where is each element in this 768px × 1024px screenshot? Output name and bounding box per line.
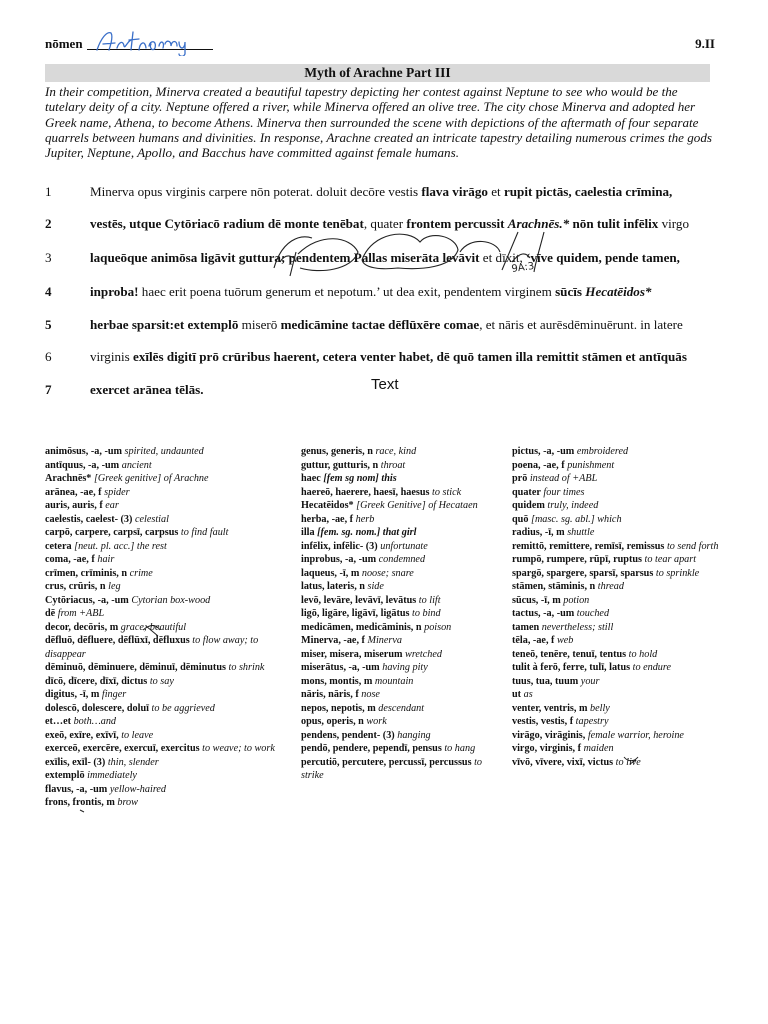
vocab-column-2 xyxy=(301,445,506,783)
vocab-definition: belly xyxy=(590,702,610,714)
vocab-word: genus, generis, n xyxy=(301,446,373,457)
text-segment: Arachnēs.* xyxy=(507,216,570,231)
vocab-definition: to bind xyxy=(412,608,441,619)
vocab-entry xyxy=(301,634,506,648)
vocab-word: tactus, -a, -um xyxy=(512,608,575,619)
line-number: 7 xyxy=(45,382,52,397)
vocab-word: pictus, -a, -um xyxy=(512,446,575,457)
text-segment: rupit pictās, caelestia crīmina, xyxy=(503,184,673,199)
vocab-word: vestis, vestis, f xyxy=(512,716,574,727)
line-number: 4 xyxy=(45,284,52,299)
vocab-definition: [masc. sg. abl.] which xyxy=(530,513,622,525)
vocab-definition: throat xyxy=(380,459,406,471)
text-line xyxy=(45,250,725,270)
vocab-definition: embroidered xyxy=(576,446,629,457)
vocab-definition: brow xyxy=(117,797,138,808)
text-segment: frontem percussit xyxy=(406,216,508,231)
vocab-word: levō, levāre, levāvī, levātus xyxy=(301,594,417,606)
text-segment: laqueōque animōsa ligāvit guttura; pendentem Pallas miserāta levāvit xyxy=(90,250,480,265)
vocab-definition: to weave; to work xyxy=(202,743,275,754)
vocab-word: haec xyxy=(301,473,321,484)
vocab-definition: punishment xyxy=(567,459,615,471)
vocab-definition: potion xyxy=(563,594,590,606)
vocab-definition: hanging xyxy=(397,729,431,741)
vocab-entry xyxy=(301,499,506,513)
vocab-definition: [neut. pl. acc.] the rest xyxy=(74,540,167,552)
vocab-entry xyxy=(301,445,506,459)
text-line xyxy=(45,184,725,204)
vocab-definition: herb xyxy=(355,513,375,525)
vocab-entry xyxy=(45,540,295,554)
vocab-definition: to be aggrieved xyxy=(151,702,215,714)
vocab-definition: yellow-haired xyxy=(109,783,167,795)
vocab-definition: leg xyxy=(108,581,121,592)
vocab-entry xyxy=(512,675,727,689)
vocab-column-1 xyxy=(45,445,295,810)
vocab-entry xyxy=(45,796,295,810)
vocab-word: Hecatēidos* xyxy=(301,500,354,511)
vocab-definition: web xyxy=(556,635,574,646)
vocab-definition: your xyxy=(580,675,600,687)
text-segment: , quater xyxy=(363,216,407,231)
vocab-entry xyxy=(301,567,506,581)
vocab-entry xyxy=(512,459,727,473)
vocab-definition: four times xyxy=(543,486,585,498)
vocab-definition: truly, indeed xyxy=(547,500,599,511)
vocab-word: quater xyxy=(512,486,541,498)
vocab-entry xyxy=(512,594,727,608)
vocab-entry xyxy=(45,499,295,513)
vocab-entry xyxy=(301,607,506,621)
vocab-word: ut xyxy=(512,689,522,700)
vocab-word: dē xyxy=(45,608,56,619)
vocab-word: Cytōriacus, -a, -um xyxy=(45,594,129,606)
vocab-entry xyxy=(301,459,506,473)
lesson-code: 9.II xyxy=(695,36,715,51)
vocab-definition: shuttle xyxy=(567,527,595,538)
vocab-definition: maiden xyxy=(583,743,614,754)
vocab-definition: touched xyxy=(576,608,610,619)
vocab-definition: immediately xyxy=(87,770,137,781)
text-segment: exercet arānea tēlās. xyxy=(90,382,204,397)
vocab-word: opus, operis, n xyxy=(301,716,364,727)
vocab-word: radius, -ī, m xyxy=(512,527,565,538)
vocab-entry xyxy=(45,472,295,486)
vocab-entry xyxy=(512,634,727,648)
text-segment: exīlēs digitī prō crūribus haerent, cetera venter habet, dē quō tamen illa remittit stāmen et antīquās xyxy=(133,349,687,364)
vocab-entry xyxy=(301,472,506,486)
vocab-definition: descendant xyxy=(378,702,425,714)
vocab-definition: to shrink xyxy=(228,662,265,673)
vocab-word: mons, montis, m xyxy=(301,675,373,687)
vocab-word: exīlis, exīl- (3) xyxy=(45,756,106,768)
vocab-definition: to say xyxy=(149,675,174,687)
vocab-entry xyxy=(45,675,295,689)
vocab-word: decor, decōris, m xyxy=(45,621,119,633)
vocab-entry xyxy=(512,756,727,770)
vocab-word: digitus, -ī, m xyxy=(45,689,100,700)
vocab-definition: from +ABL xyxy=(57,608,105,619)
line-text xyxy=(90,184,672,200)
vocab-definition: work xyxy=(366,716,387,727)
vocab-definition: poison xyxy=(424,621,452,633)
text-line xyxy=(45,317,725,337)
vocab-entry xyxy=(512,445,727,459)
handwritten-note: 9A:3 xyxy=(510,260,535,275)
text-line xyxy=(45,284,725,304)
vocab-word: tulit à ferō, ferre, tulī, latus xyxy=(512,662,631,673)
vocab-word: poena, -ae, f xyxy=(512,459,565,471)
vocab-entry xyxy=(45,526,295,540)
vocab-entry xyxy=(45,634,295,661)
vocab-definition: spider xyxy=(104,486,130,498)
vocab-entry xyxy=(45,567,295,581)
vocab-definition: to live xyxy=(615,756,641,768)
text-segment: miserō xyxy=(238,317,281,332)
vocab-definition: [Greek genitive] of Arachne xyxy=(93,473,209,484)
line-text xyxy=(90,284,651,300)
vocab-definition: to hang xyxy=(444,743,476,754)
text-segment: inproba! xyxy=(90,284,139,299)
vocab-entry xyxy=(512,648,727,662)
vocab-definition: to send forth xyxy=(666,540,719,552)
vocab-entry xyxy=(512,540,727,554)
vocab-entry xyxy=(512,513,727,527)
vocab-entry xyxy=(512,553,727,567)
vocab-word: teneō, tenēre, tenuī, tentus xyxy=(512,648,627,660)
vocab-entry xyxy=(512,472,727,486)
text-segment: Minerva opus virginis carpere nōn poterat. doluit decōre vestis xyxy=(90,184,422,199)
handwritten-signature xyxy=(93,28,193,56)
vocab-word: animōsus, -a, -um xyxy=(45,446,122,457)
vocab-word: herba, -ae, f xyxy=(301,513,354,525)
vocab-word: illa xyxy=(301,527,315,538)
vocab-word: Minerva, -ae, f xyxy=(301,635,365,646)
vocab-word: latus, lateris, n xyxy=(301,581,365,592)
vocab-word: venter, ventris, m xyxy=(512,702,588,714)
line-number: 1 xyxy=(45,184,52,199)
vocab-definition: grace; beautiful xyxy=(120,621,187,633)
vocab-word: flavus, -a, -um xyxy=(45,783,108,795)
text-segment: flava virāgo xyxy=(421,184,488,199)
vocab-entry xyxy=(512,715,727,729)
intro-paragraph: In their competition, Minerva created a beautiful tapestry depicting her contest against Neptune to see who would be the tutelary deity of a city. Neptune offered a river, while Minerva offered an olive tree. The city chose Minerva and adopted her Greek name, Athena, to become Athens. Minerva then surrounded the scene with depictions of the aftermath of four separate quarrels between humans and divinities. In response, Arachne created an intricate tapestry detailing numerous crimes the gods Jupiter, Neptune, Apollo, and Bacchus have committed against female humans. xyxy=(45,84,712,161)
vocab-entry xyxy=(45,580,295,594)
vocab-word: spargō, spargere, sparsī, sparsus xyxy=(512,567,654,579)
vocab-entry xyxy=(512,580,727,594)
vocab-entry xyxy=(45,621,295,635)
vocab-word: crīmen, crīminis, n xyxy=(45,567,128,579)
vocab-definition: tapestry xyxy=(575,716,609,727)
vocab-word: frons, frontis, m xyxy=(45,797,115,808)
text-segment: et dīxit, xyxy=(479,250,527,265)
vocab-entry xyxy=(45,486,295,500)
vocab-entry xyxy=(45,769,295,783)
vocab-definition: crime xyxy=(129,567,153,579)
vocab-entry xyxy=(45,661,295,675)
vocab-definition: condemned xyxy=(378,554,426,565)
vocab-word: antīquus, -a, -um xyxy=(45,459,120,471)
vocab-word: arānea, -ae, f xyxy=(45,486,102,498)
vocab-entry xyxy=(301,675,506,689)
text-segment: haec erit poena tuōrum generum et nepotum.’ ut dea exit, pendentem virginem xyxy=(138,284,556,299)
vocab-definition: hair xyxy=(97,554,115,565)
vocab-word: medicāmen, medicāminis, n xyxy=(301,621,422,633)
text-segment: et xyxy=(487,184,504,199)
vocab-definition: noose; snare xyxy=(361,567,414,579)
vocab-definition: mountain xyxy=(374,675,414,687)
vocab-word: quidem xyxy=(512,500,545,511)
line-number: 2 xyxy=(45,216,52,231)
vocab-entry xyxy=(301,594,506,608)
vocab-word: vīvō, vīvere, vixī, victus xyxy=(512,756,614,768)
vocab-word: ligō, ligāre, ligāvī, ligātus xyxy=(301,608,410,619)
vocab-definition: to stick xyxy=(432,486,462,498)
vocab-word: infēlix, infēlic- (3) xyxy=(301,540,378,552)
vocab-word: percutiō, percutere, percussī, percussus xyxy=(301,756,472,768)
vocab-word: haereō, haerere, haesī, haesus xyxy=(301,486,430,498)
vocab-definition: to sprinkle xyxy=(655,567,700,579)
vocab-definition: thin, slender xyxy=(107,756,159,768)
vocab-entry xyxy=(45,783,295,797)
vocab-word: tuus, tua, tuum xyxy=(512,675,579,687)
vocab-entry xyxy=(45,607,295,621)
vocab-entry xyxy=(301,526,506,540)
vocab-definition: nevertheless; still xyxy=(541,621,614,633)
vocab-word: quō xyxy=(512,513,529,525)
vocab-definition: side xyxy=(367,581,384,592)
vocab-entry xyxy=(45,513,295,527)
text-segment: virginis xyxy=(90,349,134,364)
vocab-word: et…et xyxy=(45,716,72,727)
vocab-entry xyxy=(45,742,295,756)
vocab-definition: as xyxy=(523,689,533,700)
vocab-entry xyxy=(301,688,506,702)
text-segment: medicāmine tactae dēflūxēre comae xyxy=(280,317,480,332)
vocab-entry xyxy=(301,661,506,675)
line-text xyxy=(90,317,683,333)
vocab-word: dēfluō, dēfluere, dēflūxī, dēfluxus xyxy=(45,635,190,646)
vocab-word: tamen xyxy=(512,621,540,633)
vocab-word: auris, auris, f xyxy=(45,500,103,511)
text-segment: herbae sparsit:et extemplō xyxy=(90,317,239,332)
vocab-definition: thread xyxy=(597,581,624,592)
vocab-entry xyxy=(512,567,727,581)
vocab-definition: to hold xyxy=(628,648,658,660)
vocab-definition: celestial xyxy=(134,513,169,525)
text-line xyxy=(45,216,725,236)
vocab-definition: to tear apart xyxy=(644,554,697,565)
line-number: 5 xyxy=(45,317,52,332)
vocab-word: remittō, remittere, remīsī, remissus xyxy=(512,540,665,552)
line-text xyxy=(90,216,689,232)
vocab-entry xyxy=(301,756,506,783)
vocab-word: caelestis, caelest- (3) xyxy=(45,513,133,525)
vocab-entry xyxy=(301,742,506,756)
vocab-entry xyxy=(301,621,506,635)
vocab-word: dolescō, dolescere, doluī xyxy=(45,702,149,714)
vocab-word: exeō, exīre, exīvī, xyxy=(45,729,119,741)
vocab-word: inprobus, -a, -um xyxy=(301,554,377,565)
vocab-word: nāris, nāris, f xyxy=(301,689,359,700)
vocab-entry xyxy=(301,580,506,594)
vocab-entry xyxy=(301,540,506,554)
vocab-definition: having pity xyxy=(382,662,428,673)
text-segment: nōn tulit infēlix xyxy=(569,216,659,231)
vocab-entry xyxy=(45,445,295,459)
vocab-definition: to flow away; to disappear xyxy=(45,635,259,660)
vocab-entry xyxy=(512,486,727,500)
text-segment: ‘vīve quidem, pende tamen, xyxy=(526,250,680,265)
vocab-word: dīcō, dīcere, dīxī, dictus xyxy=(45,675,148,687)
vocab-word: rumpō, rumpere, rūpī, ruptus xyxy=(512,554,642,565)
vocab-word: prō xyxy=(512,473,528,484)
text-segment: virgo xyxy=(658,216,690,231)
vocab-definition: [fem. sg. nom.] that girl xyxy=(317,527,417,538)
vocab-definition: wretched xyxy=(405,648,442,660)
vocab-entry xyxy=(301,702,506,716)
vocab-word: virgo, virginis, f xyxy=(512,743,582,754)
vocab-word: virāgo, virāginis, xyxy=(512,729,586,741)
vocab-definition: both…and xyxy=(73,716,117,727)
vocab-definition: Minerva xyxy=(367,635,402,646)
vocab-word: dēminuō, dēminuere, dēminuī, dēminutus xyxy=(45,662,226,673)
vocab-word: nepos, nepotis, m xyxy=(301,702,376,714)
vocab-entry xyxy=(45,459,295,473)
vocab-word: pendō, pendere, pependī, pensus xyxy=(301,743,442,754)
vocab-entry xyxy=(512,661,727,675)
vocab-word: crus, crūris, n xyxy=(45,581,106,592)
vocab-definition: nose xyxy=(361,689,380,700)
vocab-word: guttur, gutturis, n xyxy=(301,459,379,471)
vocab-entry xyxy=(45,688,295,702)
vocab-definition: race, kind xyxy=(375,446,417,457)
vocab-definition: to find fault xyxy=(180,527,229,538)
text-line xyxy=(45,349,725,369)
line-number: 3 xyxy=(45,250,52,265)
vocab-entry xyxy=(301,553,506,567)
vocab-definition: unfortunate xyxy=(380,540,428,552)
vocab-entry xyxy=(512,688,727,702)
page-title: Myth of Arachne Part III xyxy=(45,64,710,82)
vocab-definition: ancient xyxy=(121,459,152,471)
text-label: Text xyxy=(371,376,399,393)
vocab-entry xyxy=(301,729,506,743)
text-segment: sūcīs xyxy=(555,284,586,299)
vocab-word: miser, misera, miserum xyxy=(301,648,403,660)
header xyxy=(45,34,715,56)
line-text xyxy=(90,382,204,398)
vocab-entry xyxy=(512,526,727,540)
vocab-entry xyxy=(45,715,295,729)
vocab-entry xyxy=(45,729,295,743)
vocab-entry xyxy=(301,486,506,500)
vocab-word: pendens, pendent- (3) xyxy=(301,729,395,741)
vocab-definition: ear xyxy=(105,500,119,511)
vocab-definition: female warrior, heroine xyxy=(587,729,684,741)
vocab-entry xyxy=(301,715,506,729)
text-segment: vestēs, utque Cytōriacō radium dē monte tenēbat xyxy=(90,216,364,231)
vocab-entry xyxy=(512,702,727,716)
line-text xyxy=(90,250,680,266)
vocab-word: laqueus, -ī, m xyxy=(301,567,360,579)
vocab-word: carpō, carpere, carpsī, carpsus xyxy=(45,527,179,538)
vocab-word: cetera xyxy=(45,540,72,552)
vocab-definition: to endure xyxy=(632,662,672,673)
vocab-definition: spirited, undaunted xyxy=(124,446,204,457)
nomen-label: nōmen xyxy=(45,36,83,51)
vocab-entry xyxy=(512,499,727,513)
vocab-entry xyxy=(512,607,727,621)
vocab-definition: finger xyxy=(101,689,127,700)
vocab-entry xyxy=(45,553,295,567)
vocab-entry xyxy=(301,513,506,527)
vocab-word: exerceō, exercēre, exercuī, exercitus xyxy=(45,743,200,754)
vocab-entry xyxy=(45,702,295,716)
vocab-word: Arachnēs* xyxy=(45,473,92,484)
vocab-word: extemplō xyxy=(45,770,85,781)
vocab-entry xyxy=(512,729,727,743)
vocab-definition: [fem sg nom] this xyxy=(323,473,397,484)
vocab-word: miserātus, -a, -um xyxy=(301,662,380,673)
vocab-column-3 xyxy=(512,445,727,769)
text-segment: , et nāris et aurēsdēminuērunt. in latere xyxy=(479,317,683,332)
line-text xyxy=(90,349,687,365)
vocab-word: tēla, -ae, f xyxy=(512,635,555,646)
vocab-definition: to lift xyxy=(418,594,441,606)
vocab-definition: to leave xyxy=(121,729,154,741)
vocab-entry xyxy=(45,594,295,608)
vocab-word: sūcus, -ī, m xyxy=(512,594,561,606)
vocab-entry xyxy=(45,756,295,770)
vocab-entry xyxy=(301,648,506,662)
vocab-word: stāmen, stāminis, n xyxy=(512,581,596,592)
line-number: 6 xyxy=(45,349,52,364)
vocab-definition: [Greek Genitive] of Hecataen xyxy=(356,500,478,511)
vocab-entry xyxy=(512,621,727,635)
vocab-word: coma, -ae, f xyxy=(45,554,95,565)
text-segment: Hecatēidos* xyxy=(585,284,652,299)
vocab-definition: instead of +ABL xyxy=(529,473,598,484)
vocab-definition: to strike xyxy=(301,756,483,781)
vocab-entry xyxy=(512,742,727,756)
vocab-definition: Cytorian box-wood xyxy=(131,594,211,606)
